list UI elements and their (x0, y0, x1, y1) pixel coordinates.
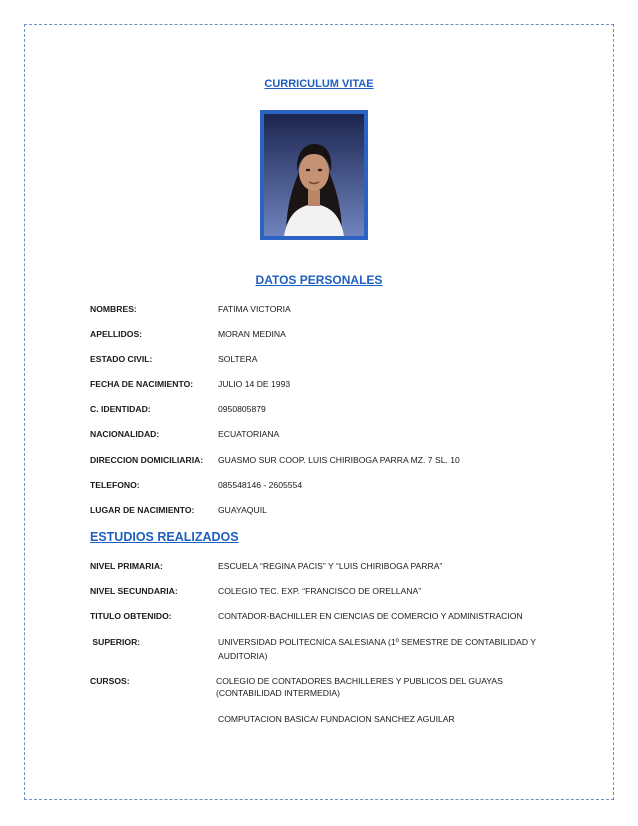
field-label: TELEFONO: (90, 480, 140, 490)
field-value: JULIO 14 DE 1993 (218, 379, 291, 389)
field-value: ECUATORIANA (218, 429, 280, 439)
field-label: NIVEL PRIMARIA: (90, 561, 163, 571)
field-value: 0950805879 (218, 404, 266, 414)
field-value: FATIMA VICTORIA (218, 304, 291, 314)
field-value: COLEGIO DE CONTADORES BACHILLERES Y PUBLICOS DEL GUAYAS (216, 676, 503, 686)
field-value: SOLTERA (218, 354, 258, 364)
studies-heading: ESTUDIOS REALIZADOS (90, 530, 239, 544)
field-label: TITULO OBTENIDO: (90, 611, 172, 621)
field-label: C. IDENTIDAD: (90, 404, 151, 414)
field-value: MORAN MEDINA (218, 329, 286, 339)
field-value: ESCUELA “REGINA PACIS” Y “LUIS CHIRIBOGA PARRA” (218, 561, 443, 571)
field-value: COLEGIO TEC. EXP. “FRANCISCO DE ORELLANA” (218, 586, 422, 596)
field-label: FECHA DE NACIMIENTO: (90, 379, 194, 389)
field-label: NACIONALIDAD: (90, 429, 160, 439)
field-label: ESTADO CIVIL: (90, 354, 153, 364)
field-value: COMPUTACION BASICA/ FUNDACION SANCHEZ AGUILAR (218, 714, 455, 724)
profile-photo (264, 114, 364, 236)
field-label: NIVEL SECUNDARIA: (90, 586, 178, 596)
field-value: CONTADOR-BACHILLER EN CIENCIAS DE COMERCIO Y ADMINISTRACION (218, 611, 523, 621)
person-portrait-icon (264, 114, 364, 236)
field-label: CURSOS: (90, 676, 130, 686)
field-label: APELLIDOS: (90, 329, 143, 339)
field-label: LUGAR DE NACIMIENTO: (90, 505, 195, 515)
personal-data-heading: DATOS PERSONALES (255, 273, 383, 287)
field-label: NOMBRES: (90, 304, 137, 314)
profile-photo-frame (260, 110, 368, 240)
field-label: DIRECCION DOMICILIARIA: (90, 455, 204, 465)
cv-title: CURRICULUM VITAE (264, 78, 374, 90)
field-value: GUAYAQUIL (218, 505, 267, 515)
field-value-continued: (CONTABILIDAD INTERMEDIA) (216, 688, 340, 698)
field-value: GUASMO SUR COOP. LUIS CHIRIBOGA PARRA MZ. 7 SL. 10 (218, 455, 460, 465)
field-value: UNIVERSIDAD POLITECNICA SALESIANA (1º SEMESTRE DE CONTABILIDAD Y (218, 637, 537, 647)
field-value: 085548146 - 2605554 (218, 480, 303, 490)
field-label: SUPERIOR: (90, 637, 141, 647)
field-value-continued: AUDITORIA) (218, 651, 268, 661)
